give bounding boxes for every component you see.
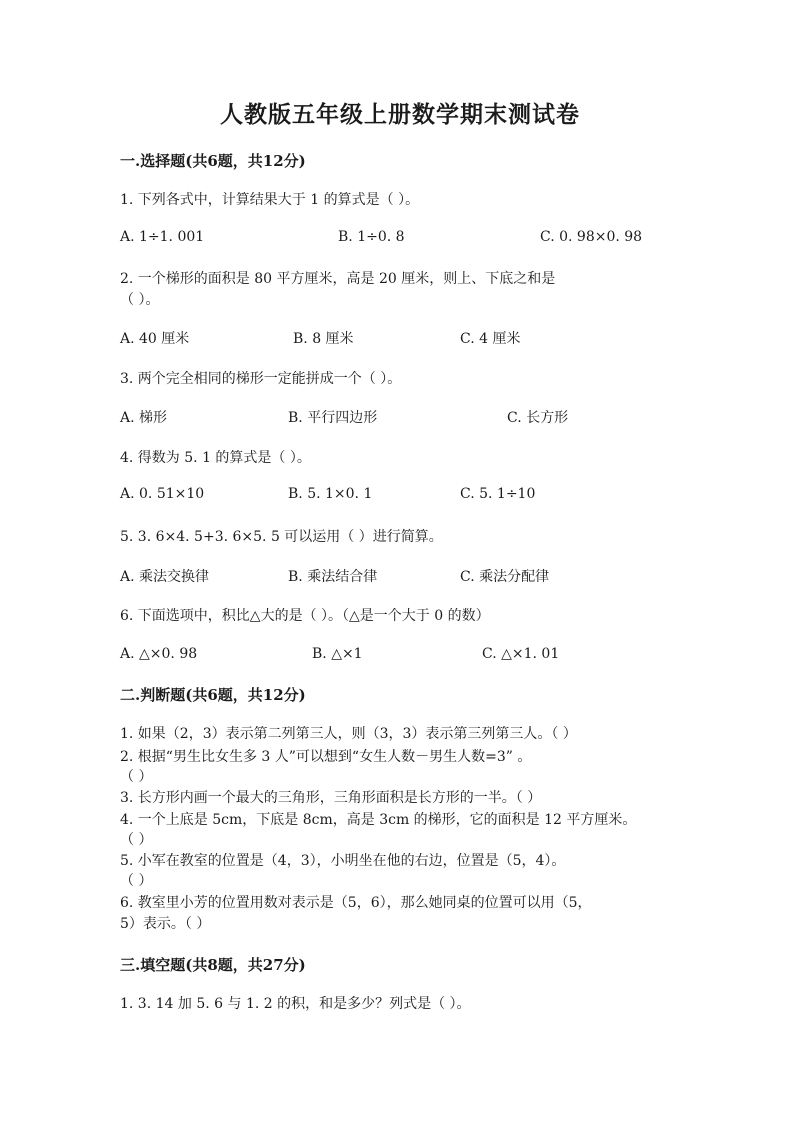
choice-1-option-c: C. 0. 98×0. 98 bbox=[540, 229, 643, 245]
choice-5-option-c: C. 乘法分配律 bbox=[460, 569, 550, 585]
choice-1-option-a: A. 1÷1. 001 bbox=[120, 229, 205, 245]
judgement-question-2-line2: （ ） bbox=[120, 769, 153, 785]
choice-2-option-c: C. 4 厘米 bbox=[460, 331, 521, 347]
choice-2-option-b: B. 8 厘米 bbox=[293, 331, 354, 347]
choice-3-option-a: A. 梯形 bbox=[120, 410, 168, 426]
choice-question-4: 4. 得数为 5. 1 的算式是（ ）。 bbox=[120, 450, 311, 466]
choice-question-3: 3. 两个完全相同的梯形一定能拼成一个（ ）。 bbox=[120, 371, 402, 387]
section-heading-choice: 一.选择题(共6题，共12分) bbox=[120, 152, 306, 170]
choice-4-option-c: C. 5. 1÷10 bbox=[460, 486, 536, 502]
page-title: 人教版五年级上册数学期末测试卷 bbox=[220, 101, 580, 128]
judgement-question-3: 3. 长方形内画一个最大的三角形，三角形面积是长方形的一半。（ ） bbox=[120, 790, 542, 806]
judgement-question-5-line1: 5. 小军在教室的位置是（4，3），小明坐在他的右边，位置是（5，4）。 bbox=[120, 853, 566, 869]
section-heading-judgement: 二.判断题(共6题，共12分) bbox=[120, 686, 306, 704]
choice-question-6: 6. 下面选项中，积比△大的是（ ）。（△是一个大于 0 的数） bbox=[120, 608, 490, 624]
choice-question-2-line1: 2. 一个梯形的面积是 80 平方厘米，高是 20 厘米，则上、下底之和是 bbox=[120, 271, 556, 287]
judgement-question-4-line2: （ ） bbox=[120, 832, 153, 848]
choice-question-2-line2: （ ）。 bbox=[120, 292, 160, 308]
choice-5-option-a: A. 乘法交换律 bbox=[120, 569, 210, 585]
judgement-question-6-line2: 5）表示。（ ） bbox=[120, 916, 211, 932]
judgement-question-1: 1. 如果（2，3）表示第二列第三人，则（3，3）表示第三列第三人。（ ） bbox=[120, 726, 577, 742]
choice-5-option-b: B. 乘法结合律 bbox=[288, 569, 378, 585]
judgement-question-5-line2: （ ） bbox=[120, 873, 153, 889]
choice-6-option-c: C. △×1. 01 bbox=[482, 646, 560, 662]
choice-3-option-b: B. 平行四边形 bbox=[288, 410, 378, 426]
fill-in-question-1: 1. 3. 14 加 5. 6 与 1. 2 的积，和是多少？列式是（ ）。 bbox=[120, 996, 471, 1012]
choice-1-option-b: B. 1÷0. 8 bbox=[338, 229, 405, 245]
choice-3-option-c: C. 长方形 bbox=[507, 410, 569, 426]
choice-4-option-a: A. 0. 51×10 bbox=[120, 486, 205, 502]
section-heading-fill-in: 三.填空题(共8题，共27分) bbox=[120, 956, 306, 974]
judgement-question-6-line1: 6. 教室里小芳的位置用数对表示是（5，6），那么她同桌的位置可以用（5， bbox=[120, 895, 592, 911]
judgement-question-4-line1: 4. 一个上底是 5cm，下底是 8cm，高是 3cm 的梯形，它的面积是 12 平方厘米。 bbox=[120, 812, 637, 828]
choice-4-option-b: B. 5. 1×0. 1 bbox=[288, 486, 373, 502]
choice-2-option-a: A. 40 厘米 bbox=[120, 331, 190, 347]
choice-question-5: 5. 3. 6×4. 5+3. 6×5. 5 可以运用（ ）进行简算。 bbox=[120, 529, 443, 545]
choice-question-1: 1. 下列各式中，计算结果大于 1 的算式是（ ）。 bbox=[120, 192, 420, 208]
choice-6-option-a: A. △×0. 98 bbox=[120, 646, 198, 662]
judgement-question-2-line1: 2. 根据“男生比女生多 3 人”可以想到“女生人数－男生人数=3” 。 bbox=[120, 749, 532, 765]
choice-6-option-b: B. △×1 bbox=[312, 646, 363, 662]
